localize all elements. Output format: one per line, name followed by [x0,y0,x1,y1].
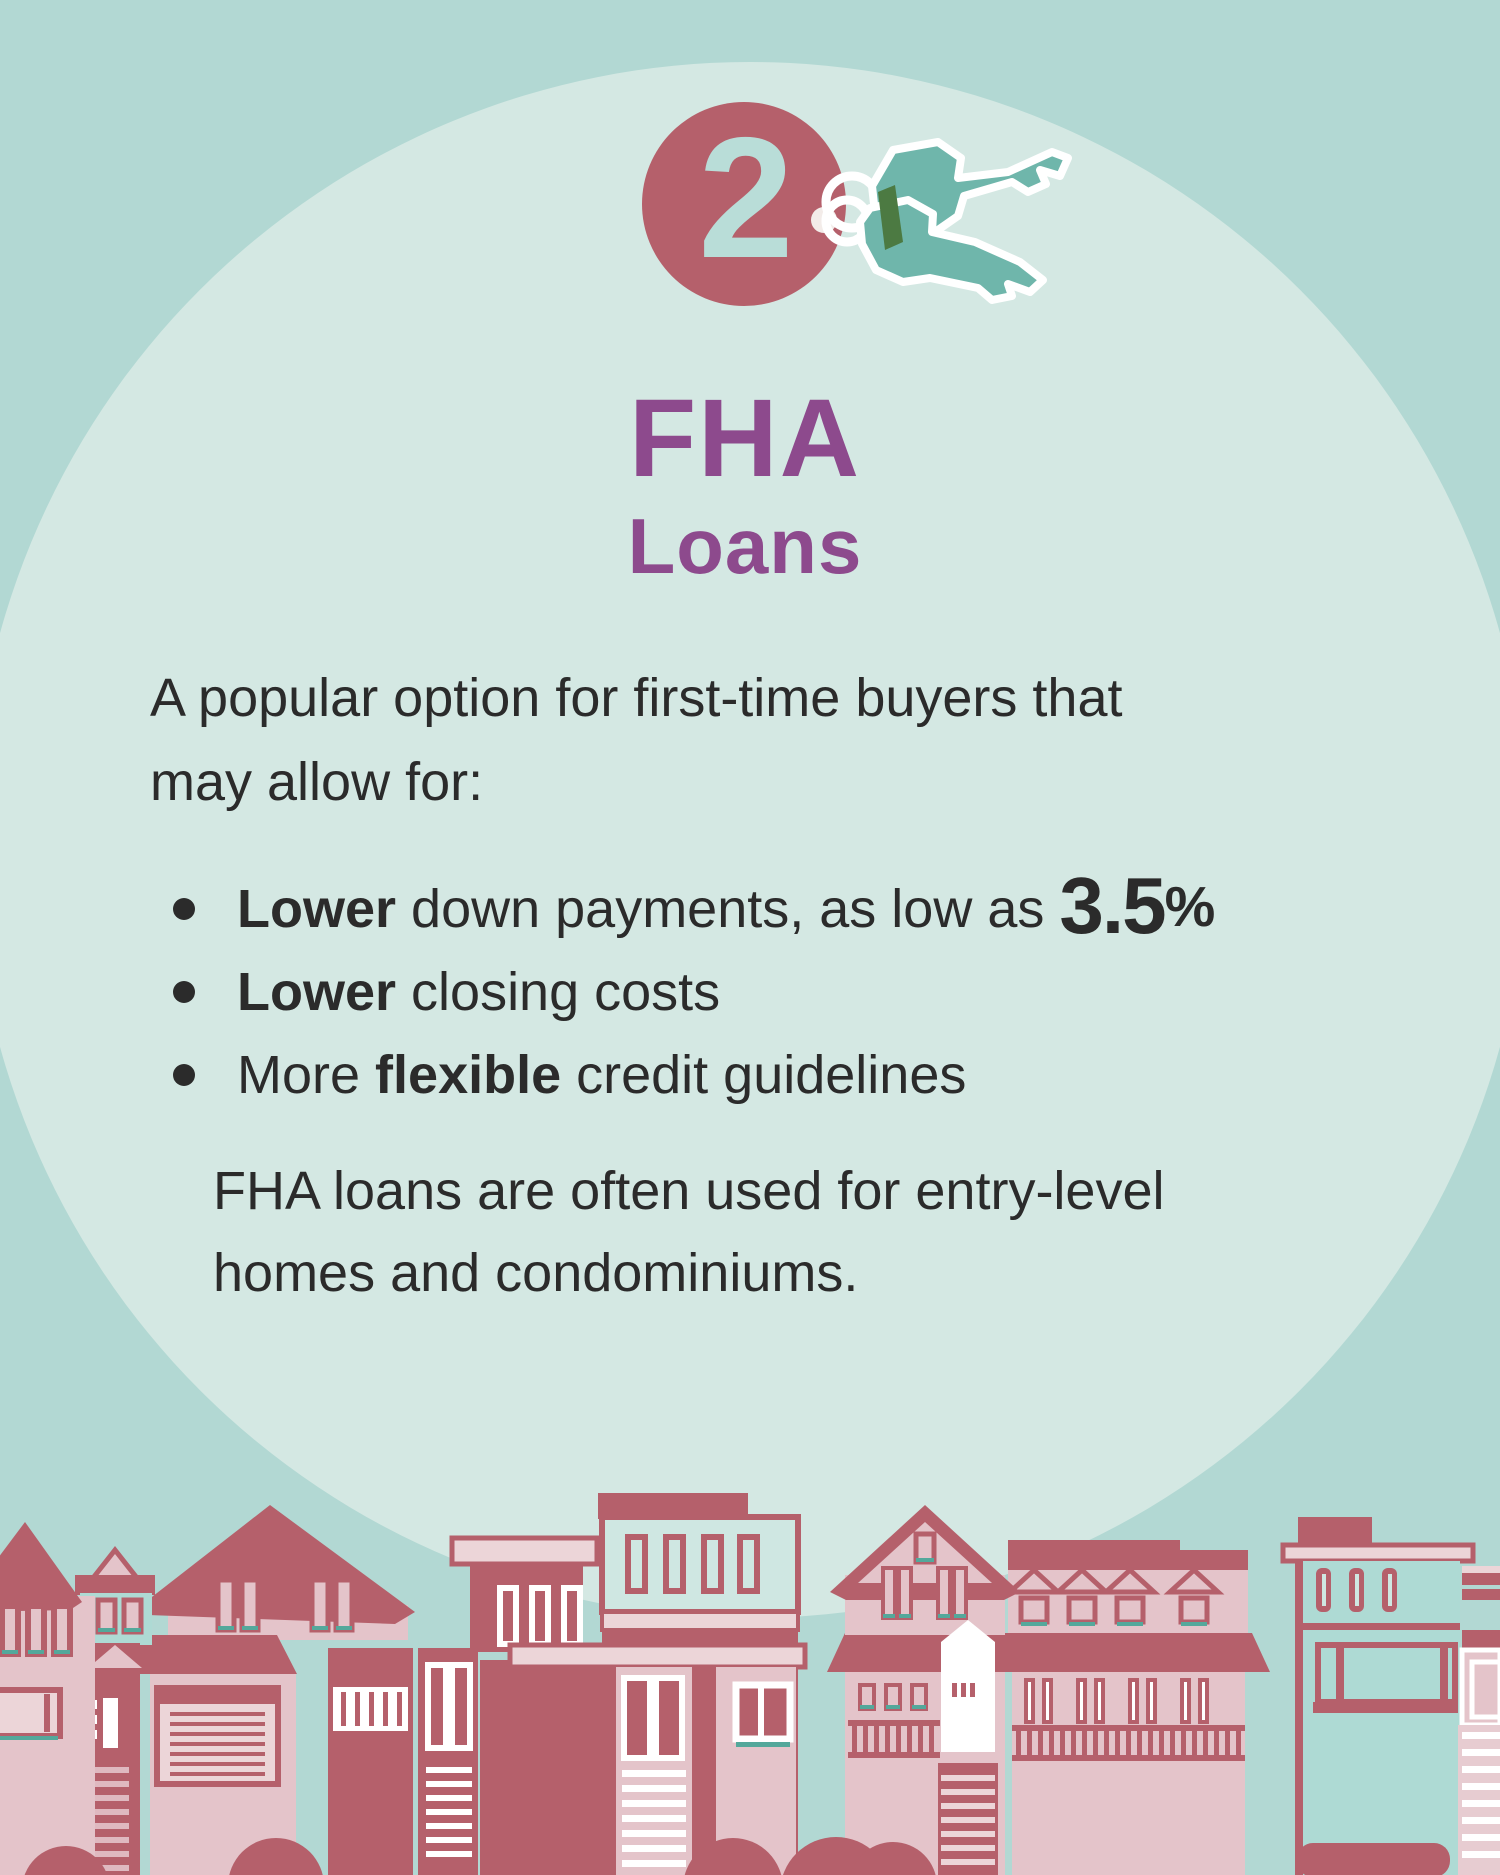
bullet-item-down-payments [173,861,1473,951]
front-door [941,1620,995,1752]
bullet-bold: Lower [237,962,397,1022]
title-line-2: Loans [627,502,863,590]
hedge [1297,1843,1450,1875]
bullet-percent-sign: % [1164,875,1216,939]
bullet-item-credit-guidelines [173,1034,1473,1117]
house-g [1283,1517,1473,1875]
bullet-text: down payments, as low as [396,879,1060,939]
bullet-text: credit guidelines [561,1045,967,1105]
house-column-y [418,1648,478,1875]
bullet-lead: More [237,1045,376,1105]
bullet-bold: Lower [237,879,397,939]
houses-illustration [0,1245,1500,1875]
house-column-x [328,1648,413,1875]
bullet-bold: flexible [375,1045,562,1105]
house-f [1008,1540,1248,1875]
bullet-list [173,861,1473,1117]
title-line-1: FHA [628,377,862,500]
step-number: 2 [698,102,790,294]
bullet-dot [173,981,195,1003]
outro-text: FHA loans are often used for entry-level homes and condominiums. [213,1161,1165,1303]
bullet-dot [173,898,195,920]
keys-icon [780,90,1120,320]
bullet-highlight-value: 3.5 [1059,861,1165,950]
bullet-item-closing-costs [173,951,1473,1034]
bullet-dot [173,1064,195,1086]
awning [827,1633,1270,1672]
house-a [0,1522,95,1875]
house-h [1458,1566,1500,1875]
house-mid [452,1538,597,1652]
house-e [830,1505,1020,1875]
page-title [0,377,1490,594]
small-door [103,1698,118,1748]
bullet-text: closing costs [396,962,721,1022]
intro-text: A popular option for first-time buyers that may allow for: [150,668,1123,812]
